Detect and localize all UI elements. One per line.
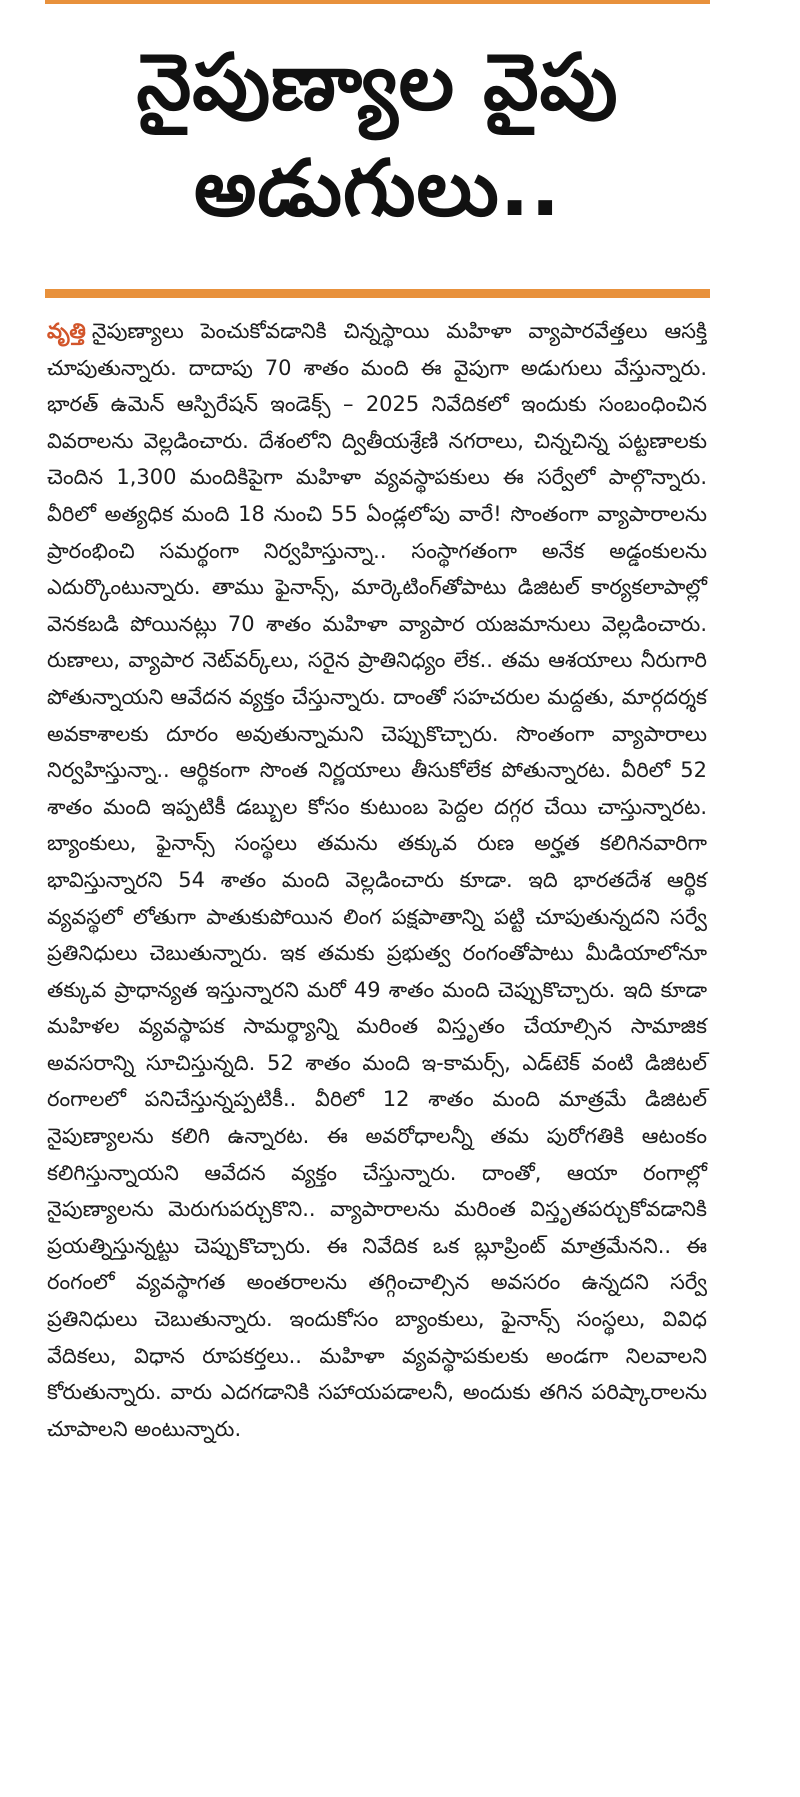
headline: [45, 30, 710, 242]
headline-divider-rule: [45, 289, 710, 298]
headline-line-2: అడుగులు..: [193, 144, 562, 234]
article-body: [47, 313, 707, 1447]
article-text: నైపుణ్యాలు పెంచుకోవడానికి చిన్నస్థాయి మహిళా వ్యాపారవేత్తలు ఆసక్తి చూపుతున్నారు. దాదాపు 70 శాతం మంది ఈ వైపుగా అడుగులు వేస్తున్నారు. భారత్ ఉమెన్ ఆస్పిరేషన్ ఇండెక్స్ – 2025 నివేదికలో ఇందుకు సంబంధించిన వివరాలను వెల్లడించారు. దేశంలోని ద్వితీయశ్రేణి నగరాలు, చిన్నచిన్న పట్టణాలకు చెందిన 1,300 మందికిపైగా మహిళా వ్యవస్థాపకులు ఈ సర్వేలో పాల్గొన్నారు. వీరిలో అత్యధిక మంది 18 నుంచి 55 ఏండ్లలోపు వారే! సొంతంగా వ్యాపారాలను ప్రారంభించి సమర్థంగా నిర్వహిస్తున్నా.. సంస్థాగతంగా అనేక అడ్డంకులను ఎదుర్కొంటున్నారు. తాము ఫైనాన్స్, మార్కెటింగ్‌తోపాటు డిజిటల్ కార్యకలాపాల్లో వెనకబడి పోయినట్లు 70 శాతం మహిళా వ్యాపార యజమానులు వెల్లడించారు. రుణాలు, వ్యాపార నెట్‌వర్క్‌లు, సరైన ప్రాతినిధ్యం లేక.. తమ ఆశయాలు నీరుగారి పోతున్నాయని ఆవేదన వ్యక్తం చేస్తున్నారు. దాంతో సహచరుల మద్దతు, మార్గదర్శక అవకాశాలకు దూరం అవుతున్నామని చెప్పుకొచ్చారు. సొంతంగా వ్యాపారాలు నిర్వహిస్తున్నా.. ఆర్థికంగా సొంత నిర్ణయాలు తీసుకోలేక పోతున్నారట. వీరిలో 52 శాతం మంది ఇప్పటికీ డబ్బుల కోసం కుటుంబ పెద్దల దగ్గర చేయి చాస్తున్నారట. బ్యాంకులు, ఫైనాన్స్ సంస్థలు తమను తక్కువ రుణ అర్హత కలిగినవారిగా భావిస్తున్నారని 54 శాతం మంది వెల్లడించారు కూడా. ఇది భారతదేశ ఆర్థిక వ్యవస్థలో లోతుగా పాతుకుపోయిన లింగ పక్షపాతాన్ని పట్టి చూపుతున్నదని సర్వే ప్రతినిధులు చెబుతున్నారు. ఇక తమకు ప్రభుత్వ రంగంతోపాటు మీడియాలోనూ తక్కువ ప్రాధాన్యత ఇస్తున్నారని మరో 49 శాతం మంది చెప్పుకొచ్చారు. ఇది కూడా మహిళల వ్యవస్థాపక సామర్థ్యాన్ని మరింత విస్తృతం చేయాల్సిన సామాజిక అవసరాన్ని సూచిస్తున్నది. 52 శాతం మంది ఇ-కామర్స్, ఎడ్‌టెక్ వంటి డిజిటల్ రంగాలలో పనిచేస్తున్నప్పటికీ.. వీరిలో 12 శాతం మంది మాత్రమే డిజిటల్ నైపుణ్యాలను కలిగి ఉన్నారట. ఈ అవరోధాలన్నీ తమ పురోగతికి ఆటంకం కలిగిస్తున్నాయని ఆవేదన వ్యక్తం చేస్తున్నారు. దాంతో, ఆయా రంగాల్లో నైపుణ్యాలను మెరుగుపర్చుకొని.. వ్యాపారాలను మరింత విస్తృతపర్చుకోవడానికి ప్రయత్నిస్తున్నట్టు చెప్పుకొచ్చారు. ఈ నివేదిక ఒక బ్లూప్రింట్ మాత్రమేనని.. ఈ రంగంలో వ్యవస్థాగత అంతరాలను తగ్గించాల్సిన అవసరం ఉన్నదని సర్వే ప్రతినిధులు చెబుతున్నారు. ఇందుకోసం బ్యాంకులు, ఫైనాన్స్ సంస్థలు, వివిధ వేదికలు, విధాన రూపకర్తలు.. మహిళా వ్యవస్థాపకులకు అండగా నిలవాలని కోరుతున్నారు. వారు ఎదగడానికి సహాయపడాలనీ, అందుకు తగిన పరిష్కారాలను చూపాలని అంటున్నారు.: [47, 319, 707, 1441]
top-accent-rule: [45, 0, 710, 4]
headline-line-1: నైపుణ్యాల వైపు: [136, 38, 619, 128]
article-kicker: వృత్తి: [47, 319, 86, 343]
